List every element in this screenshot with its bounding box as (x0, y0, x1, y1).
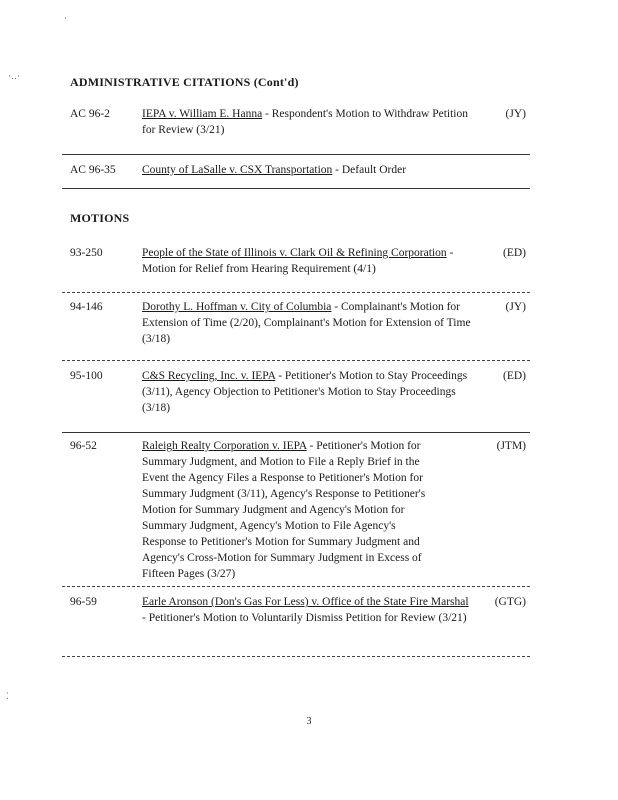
entry-detail: - Petitioner's Motion for Summary Judgment, and Motion to File a Reply Brief in the Event the Agency Files a Response to Petitioner's Motion for Summary Judgment (3/11), Agency's Response to Petitioner's Motion for Summary Judgment and Agency's Motion for Summary Judgment, Agency's Motion to File Agency's Response to Petitioner's Motion for Summary Judgment and Agency's Cross-Motion for Summary Judgment in Excess of Fifteen Pages (3/27) (142, 440, 426, 580)
docket-number: 93-250 (70, 247, 103, 259)
entry-detail: - Petitioner's Motion to Voluntarily Dismiss Petition for Review (3/21) (142, 612, 467, 624)
entry-detail: - Complainant's Motion for Extension of Time (2/20), Complainant's Motion for Extension of Time (3/18) (142, 301, 471, 345)
docket-number: 94-146 (70, 301, 103, 313)
entry-description (142, 438, 442, 582)
motions-heading: MOTIONS (70, 211, 130, 225)
entry-divider (62, 188, 530, 189)
docket-number: AC 96-2 (70, 108, 110, 120)
entry-detail: - Respondent's Motion to Withdraw Petition for Review (3/21) (142, 108, 469, 136)
entry-divider (62, 656, 530, 657)
admin-citations-heading: ADMINISTRATIVE CITATIONS (Cont'd) (70, 75, 299, 89)
entry-description (142, 368, 472, 416)
scan-speck: · (64, 13, 67, 23)
case-name: IEPA v. William E. Hanna (142, 108, 263, 120)
case-name: County of LaSalle v. CSX Transportation (142, 164, 333, 176)
entry-detail: - Motion for Relief from Hearing Requirement (4/1) (142, 247, 454, 275)
case-name: Earle Aronson (Don's Gas For Less) v. Office of the State Fire Marshal (142, 596, 469, 608)
case-name: Raleigh Realty Corporation v. IEPA (142, 440, 307, 452)
judge-initials: (JTM) (496, 440, 526, 452)
judge-initials: (GTG) (494, 596, 526, 608)
entry-description (142, 106, 472, 138)
entry-description (142, 245, 472, 277)
case-name: Dorothy L. Hoffman v. City of Columbia (142, 301, 332, 313)
entry-divider (62, 586, 530, 587)
judge-initials: (JY) (505, 108, 526, 120)
entry-divider (62, 360, 530, 361)
docket-number: 95-100 (70, 370, 103, 382)
entry-detail: - Default Order (332, 164, 407, 176)
entry-description (142, 162, 502, 178)
case-name: People of the State of Illinois v. Clark Oil & Refining Corporation (142, 247, 447, 259)
case-name: C&S Recycling, Inc. v. IEPA (142, 370, 276, 382)
entry-divider (62, 432, 530, 433)
docket-number: 96-52 (70, 440, 97, 452)
docket-number: AC 96-35 (70, 164, 116, 176)
page-number: 3 (306, 716, 312, 727)
entry-divider (62, 292, 530, 293)
scan-speck: ⁚ (6, 691, 9, 701)
entry-description (142, 299, 472, 347)
scan-speck: ·‥· (8, 71, 20, 81)
entry-divider (62, 154, 530, 155)
entry-detail: - Petitioner's Motion to Stay Proceedings (3/11), Agency Objection to Petitioner's Motion to Stay Proceedings (3/18) (142, 370, 468, 414)
judge-initials: (ED) (503, 247, 526, 259)
entry-description (142, 594, 472, 626)
docket-number: 96-59 (70, 596, 97, 608)
judge-initials: (JY) (505, 301, 526, 313)
judge-initials: (ED) (503, 370, 526, 382)
